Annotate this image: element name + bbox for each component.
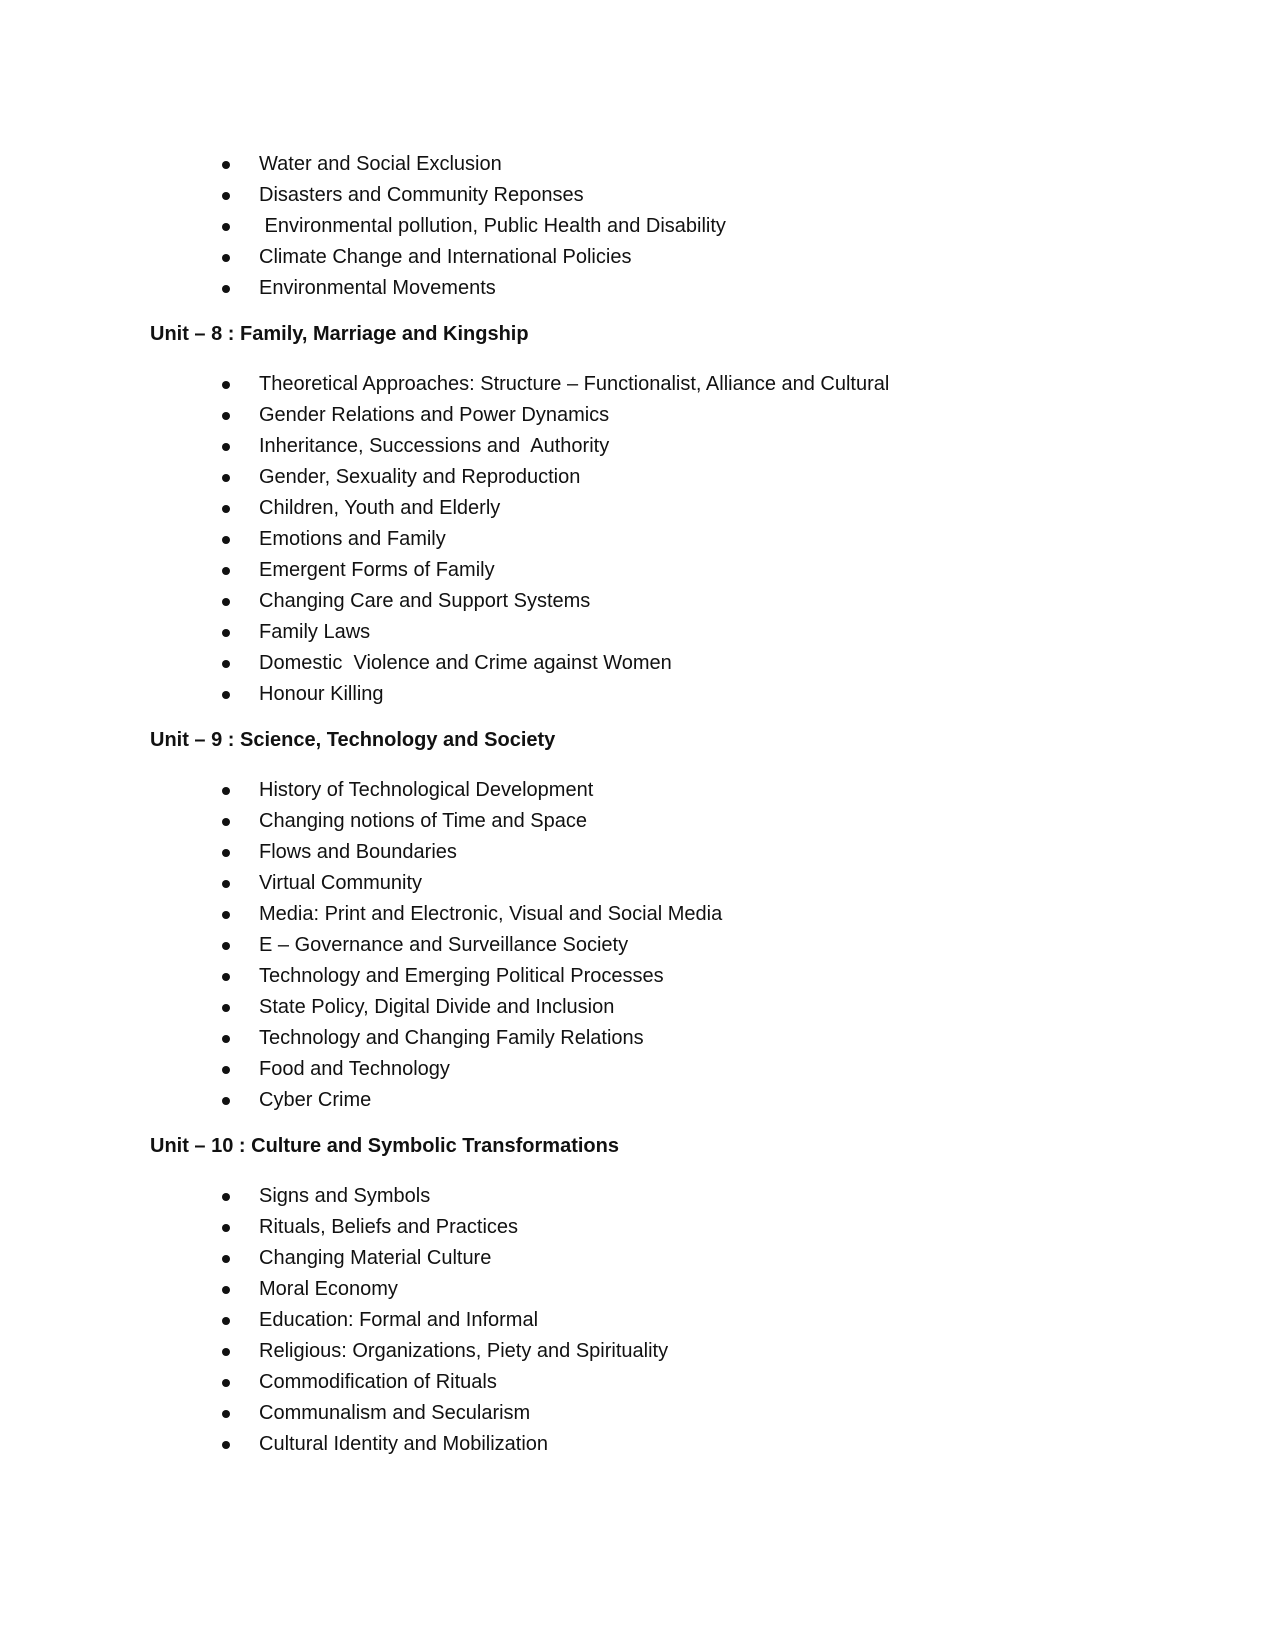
bullet-icon [222,1224,230,1232]
bullet-icon [222,1410,230,1418]
list-item-text: Disasters and Community Reponses [259,184,584,206]
list-item-text: Cyber Crime [259,1089,372,1111]
bullet-icon [222,1004,230,1012]
list-item-text: Changing Material Culture [259,1247,492,1269]
list-item [222,961,722,992]
bullet-icon [222,691,230,699]
bullet-icon [222,567,230,575]
list-item-text: Children, Youth and Elderly [259,497,501,519]
list-item [222,242,726,273]
list-item [222,555,889,586]
list-item [222,1243,668,1274]
bullet-icon [222,1097,230,1105]
unit-9-topic-list [222,775,722,1116]
bullet-icon [222,285,230,293]
bullet-icon [222,880,230,888]
list-item-text: Changing notions of Time and Space [259,810,587,832]
list-item-text: Emotions and Family [259,528,446,550]
bullet-icon [222,1286,230,1294]
list-item-text: Changing Care and Support Systems [259,590,591,612]
list-item [222,1336,668,1367]
list-item [222,992,722,1023]
bullet-icon [222,1035,230,1043]
unit-10-heading: Unit – 10 : Culture and Symbolic Transformations [150,1135,619,1157]
bullet-icon [222,381,230,389]
bullet-icon [222,629,230,637]
list-item [222,273,726,304]
list-item [222,1398,668,1429]
bullet-icon [222,1193,230,1201]
bullet-icon [222,254,230,262]
list-item-text: Emergent Forms of Family [259,559,495,581]
list-item-text: Gender, Sexuality and Reproduction [259,466,581,488]
bullet-icon [222,1441,230,1449]
list-item-text: Environmental Movements [259,277,496,299]
list-item [222,149,726,180]
list-item [222,586,889,617]
bullet-icon [222,474,230,482]
list-item [222,1429,668,1460]
list-item [222,930,722,961]
list-item-text: Flows and Boundaries [259,841,457,863]
bullet-icon [222,443,230,451]
bullet-icon [222,1066,230,1074]
bullet-icon [222,787,230,795]
list-item-text: Signs and Symbols [259,1185,431,1207]
bullet-icon [222,942,230,950]
list-item [222,617,889,648]
list-item-text: Education: Formal and Informal [259,1309,539,1331]
list-item [222,648,889,679]
list-item [222,400,889,431]
list-item-text: State Policy, Digital Divide and Inclusion [259,996,615,1018]
bullet-icon [222,412,230,420]
list-item [222,493,889,524]
list-item-text: Honour Killing [259,683,384,705]
list-item [222,524,889,555]
list-item [222,1181,668,1212]
list-item-text: History of Technological Development [259,779,594,801]
bullet-icon [222,505,230,513]
list-item [222,1054,722,1085]
list-item-text: Inheritance, Successions and Authority [259,435,610,457]
unit-8-topic-list [222,369,889,710]
list-item-text: Gender Relations and Power Dynamics [259,404,610,426]
list-item-text: Water and Social Exclusion [259,153,502,175]
bullet-icon [222,1317,230,1325]
bullet-icon [222,911,230,919]
list-item [222,1305,668,1336]
bullet-icon [222,1348,230,1356]
bullet-icon [222,536,230,544]
environment-topic-list [222,149,726,304]
bullet-icon [222,1255,230,1263]
list-item [222,775,722,806]
bullet-icon [222,161,230,169]
list-item-text: Moral Economy [259,1278,398,1300]
list-item-text: Religious: Organizations, Piety and Spirituality [259,1340,669,1362]
list-item-text: Cultural Identity and Mobilization [259,1433,549,1455]
list-item [222,1274,668,1305]
list-item [222,180,726,211]
list-item [222,1085,722,1116]
list-item [222,462,889,493]
list-item [222,806,722,837]
bullet-icon [222,973,230,981]
list-item [222,211,726,242]
list-item-text: Communalism and Secularism [259,1402,531,1424]
unit-9-heading: Unit – 9 : Science, Technology and Society [150,729,556,751]
bullet-icon [222,849,230,857]
list-item [222,868,722,899]
list-item-text: Climate Change and International Policies [259,246,632,268]
list-item [222,369,889,400]
bullet-icon [222,660,230,668]
list-item [222,1367,668,1398]
list-item-text: Family Laws [259,621,371,643]
list-item [222,837,722,868]
bullet-icon [222,598,230,606]
list-item-text: Environmental pollution, Public Health and Disability [259,215,726,237]
unit-10-topic-list [222,1181,668,1460]
list-item-text: Technology and Changing Family Relations [259,1027,644,1049]
list-item [222,899,722,930]
bullet-icon [222,192,230,200]
bullet-icon [222,1379,230,1387]
list-item-text: Virtual Community [259,872,423,894]
list-item-text: Commodification of Rituals [259,1371,497,1393]
list-item-text: Theoretical Approaches: Structure – Functionalist, Alliance and Cultural [259,373,890,395]
list-item-text: Technology and Emerging Political Processes [259,965,664,987]
list-item-text: Rituals, Beliefs and Practices [259,1216,519,1238]
list-item-text: Domestic Violence and Crime against Women [259,652,672,674]
list-item-text: Media: Print and Electronic, Visual and Social Media [259,903,723,925]
bullet-icon [222,223,230,231]
list-item-text: Food and Technology [259,1058,450,1080]
list-item [222,1212,668,1243]
list-item-text: E – Governance and Surveillance Society [259,934,629,956]
list-item [222,1023,722,1054]
list-item [222,679,889,710]
list-item [222,431,889,462]
bullet-icon [222,818,230,826]
unit-8-heading: Unit – 8 : Family, Marriage and Kingship [150,323,529,345]
